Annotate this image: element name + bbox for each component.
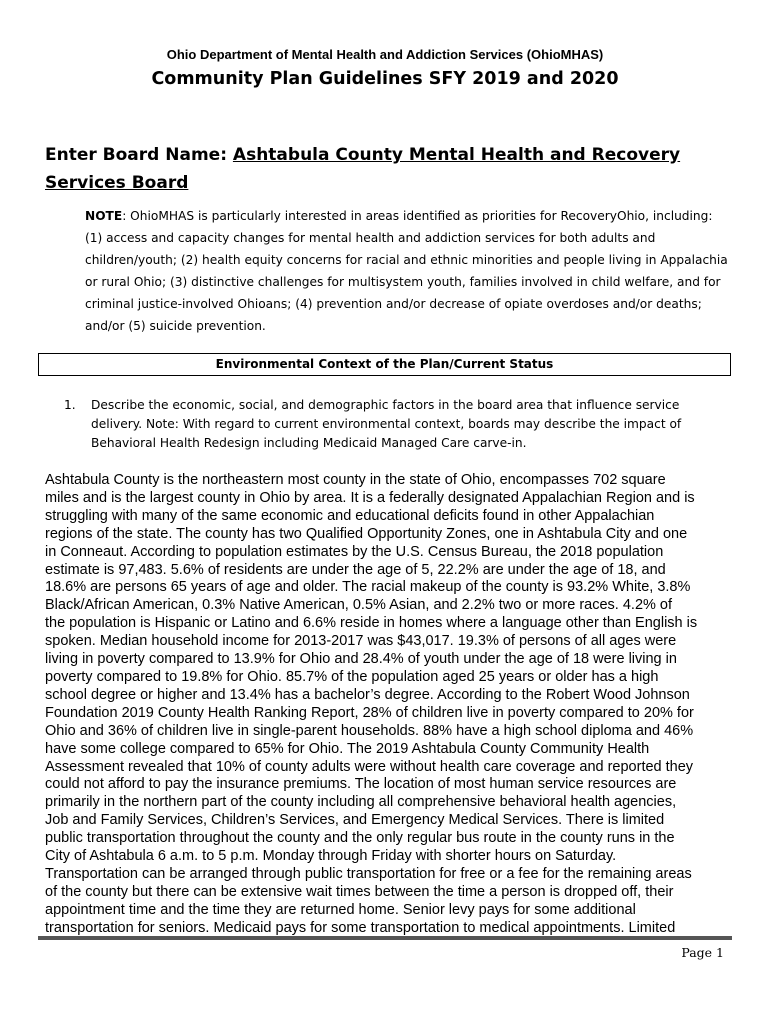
answer-line: Job and Family Services, Children’s Services, and Emergency Medical Services. There is limited [45,812,665,829]
page-number: Page 1 [681,945,724,960]
answer-line: have some college compared to 65% for Ohio. The 2019 Ashtabula County Community Health [45,740,650,757]
answer-line: living in poverty compared to 13.9% for Ohio and 28.4% of youth under the age of 18 were living in [45,651,677,668]
answer-line: public transportation throughout the county and the only regular bus route in the county runs in the [45,830,675,847]
answer-line: poverty compared to 19.8% for Ohio. 85.7% of the population aged 25 years or older has a high [45,668,659,685]
answer-line: 18.6% are persons 65 years of age and older. The racial makeup of the county is 93.2% White, 3.8% [45,579,691,596]
answer-line: the population is Hispanic or Latino and 6.6% reside in homes where a language other than English is [45,615,698,632]
answer-line: regions of the state. The county has two Qualified Opportunity Zones, one in Ashtabula City and one [45,525,688,542]
priorities-note [85,205,730,337]
answer-line: Ashtabula County is the northeastern most county in the state of Ohio, encompasses 702 square [45,472,666,488]
answer-line: City of Ashtabula 6 a.m. to 5 p.m. Monday through Friday with shorter hours on Saturday. [45,848,617,865]
answer-line: Ohio and 36% of children live in single-parent households. 88% have a high school diploma and 46% [45,722,694,739]
board-name-label: Enter Board Name: [45,145,233,165]
footer-divider [38,936,732,940]
agency-name: Ohio Department of Mental Health and Addiction Services (OhioMHAS) [166,47,604,62]
document-title: Community Plan Guidelines SFY 2019 and 2020 [151,69,619,89]
answer-line: in Conneaut. According to population estimates by the U.S. Census Bureau, the 2018 population [45,543,664,560]
answer-text [45,472,735,938]
answer-line: struggling with many of the same economic and educational deficits found in other Appalachian [45,507,655,524]
answer-line: miles and is the largest county in Ohio by area. It is a federally designated Appalachian Region and is [45,489,695,506]
answer-line: transportation for seniors. Medicaid pays for some transportation to medical appointments. Limited [45,919,676,936]
answer-line: could not afford to pay the insurance premiums. The location of most human service resources are [45,776,677,793]
section-heading: Environmental Context of the Plan/Current Status [38,353,731,376]
question-number: 1. [64,398,76,412]
question-text: Describe the economic, social, and demographic factors in the board area that influence service delivery. Note: With regard to current environmental context, boards may describe the impact of Behavioral Health Redesign including Medicaid Managed Care carve-in. [91,398,682,450]
answer-line: of the county but there can be extensive wait times between the time a person is dropped off, their [45,883,674,900]
answer-line: estimate is 97,483. 5.6% of residents are under the age of 5, 22.2% are under the age of 18, and [45,561,666,578]
question-1 [64,396,714,453]
board-name-value: Ashtabula County Mental Health and Recovery Services Board [45,145,681,193]
answer-line: Transportation can be arranged through public transportation for free or a fee for the remaining areas [45,865,692,882]
board-name-heading [45,141,735,197]
answer-line: school degree or higher and 13.4% has a bachelor’s degree. According to the Robert Wood Johnson [45,686,690,703]
note-label: NOTE [85,209,123,223]
answer-line: appointment time and the time they are returned home. Senior levy pays for some additional [45,901,636,918]
answer-line: Assessment revealed that 10% of county adults were without health care coverage and reported they [45,758,694,775]
answer-line: primarily in the northern part of the county including all comprehensive behavioral health agencies, [45,794,677,811]
note-text: : OhioMHAS is particularly interested in areas identified as priorities for RecoveryOhio, including: (1) access and capacity changes for mental health and addiction services for both adults and children/youth; (2) health equity concerns for racial and ethnic minorities and people living in Appalachia or rural Ohio; (3) distinctive challenges for multisystem youth, families involved in child welfare, and for criminal justice-involved Ohioans; (4) prevention and/or decrease of opiate overdoses and/or deaths; and/or (5) suicide prevention. [85,209,728,333]
answer-line: Black/African American, 0.3% Native American, 0.5% Asian, and 2.2% two or more races. 4.2% of [45,597,673,614]
answer-line: spoken. Median household income for 2013-2017 was $43,017. 19.3% of persons of all ages were [45,633,677,650]
answer-line: Foundation 2019 County Health Ranking Report, 28% of children live in poverty compared to 20% for [45,704,694,721]
